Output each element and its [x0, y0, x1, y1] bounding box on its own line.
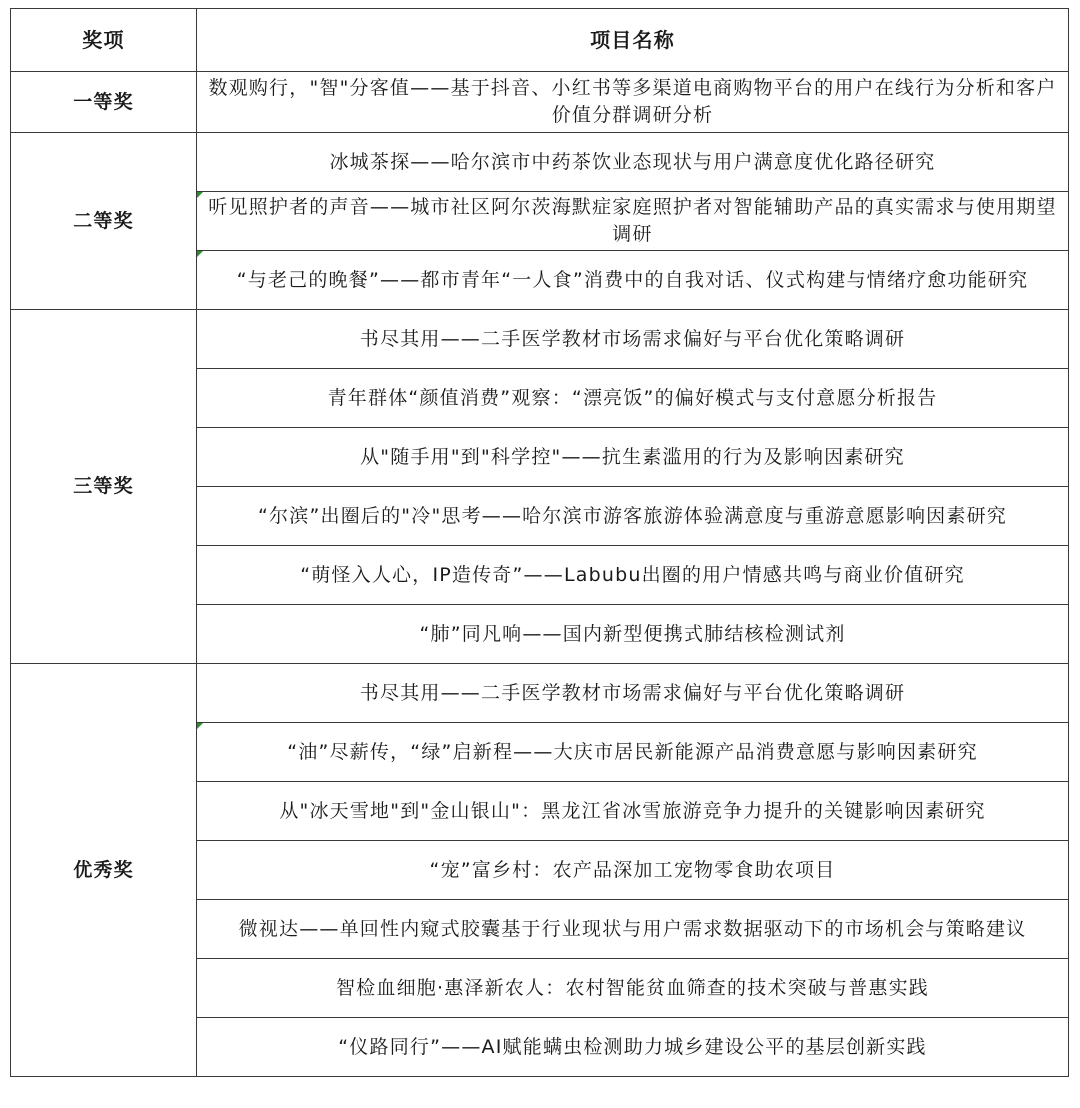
- award-third-prize: 三等奖: [11, 310, 197, 664]
- project-name-text: “油”尽薪传，“绿”启新程——大庆市居民新能源产品消费意愿与影响因素研究: [287, 740, 978, 763]
- award-second-prize: 二等奖: [11, 133, 197, 310]
- cell-corner-marker: [197, 723, 203, 729]
- project-name: 智检血细胞·惠泽新农人：农村智能贫血筛查的技术突破与普惠实践: [197, 959, 1069, 1018]
- project-name: “肺”同凡响——国内新型便携式肺结核检测试剂: [197, 605, 1069, 664]
- project-name: “萌怪入人心，IP造传奇”——Labubu出圈的用户情感共鸣与商业价值研究: [197, 546, 1069, 605]
- project-name-text: “与老己的晚餐”——都市青年“一人食”消费中的自我对话、仪式构建与情绪疗愈功能研究: [236, 268, 1029, 291]
- project-name: 冰城茶探——哈尔滨市中药茶饮业态现状与用户满意度优化路径研究: [197, 133, 1069, 192]
- table-row: [11, 72, 1069, 133]
- project-name: 书尽其用——二手医学教材市场需求偏好与平台优化策略调研: [197, 664, 1069, 723]
- project-name: 从"冰天雪地"到"金山银山"：黑龙江省冰雪旅游竞争力提升的关键影响因素研究: [197, 782, 1069, 841]
- project-name: 青年群体“颜值消费”观察：“漂亮饭”的偏好模式与支付意愿分析报告: [197, 369, 1069, 428]
- project-name: “宠”富乡村：农产品深加工宠物零食助农项目: [197, 841, 1069, 900]
- header-award: 奖项: [11, 9, 197, 72]
- project-name: [197, 723, 1069, 782]
- project-name: 数观购行，"智"分客值——基于抖音、小红书等多渠道电商购物平台的用户在线行为分析和客户价值分群调研分析: [197, 72, 1069, 133]
- project-name-text: 听见照护者的声音——城市社区阿尔茨海默症家庭照护者对智能辅助产品的真实需求与使用期望调研: [208, 196, 1057, 245]
- table-row: [11, 133, 1069, 192]
- project-name: 微视达——单回性内窥式胶囊基于行业现状与用户需求数据驱动下的市场机会与策略建议: [197, 900, 1069, 959]
- project-name: 书尽其用——二手医学教材市场需求偏好与平台优化策略调研: [197, 310, 1069, 369]
- header-project-name: 项目名称: [197, 9, 1069, 72]
- cell-corner-marker: [197, 251, 203, 257]
- project-name: [197, 192, 1069, 251]
- project-name: “仪路同行”——AI赋能螨虫检测助力城乡建设公平的基层创新实践: [197, 1018, 1069, 1077]
- table-row: [11, 664, 1069, 723]
- cell-corner-marker: [197, 192, 203, 198]
- award-first-prize: 一等奖: [11, 72, 197, 133]
- table-row: [11, 310, 1069, 369]
- award-excellence-prize: 优秀奖: [11, 664, 197, 1077]
- project-name: [197, 251, 1069, 310]
- table-header-row: [11, 9, 1069, 72]
- awards-table: [10, 8, 1069, 1077]
- project-name: 从"随手用"到"科学控"——抗生素滥用的行为及影响因素研究: [197, 428, 1069, 487]
- project-name: “尔滨”出圈后的"冷"思考——哈尔滨市游客旅游体验满意度与重游意愿影响因素研究: [197, 487, 1069, 546]
